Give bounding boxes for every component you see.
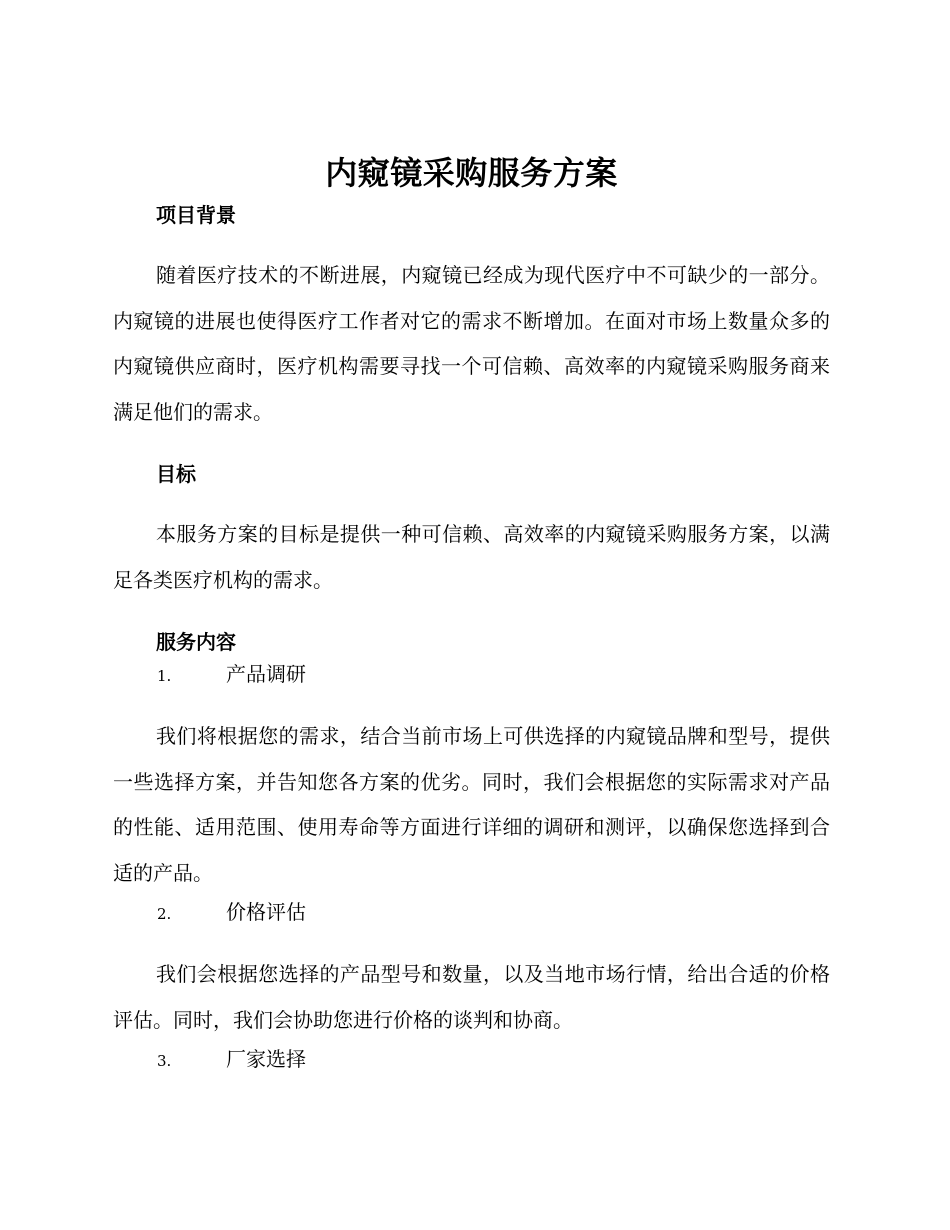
price-evaluation-paragraph: 我们会根据您选择的产品型号和数量，以及当地市场行情，给出合适的价格评估。同时，我们会协助您进行价格的谈判和协商。 xyxy=(113,962,830,1032)
background-paragraph: 随着医疗技术的不断进展，内窥镜已经成为现代医疗中不可缺少的一部分。内窥镜的进展也使得医疗工作者对它的需求不断增加。在面对市场上数量众多的内窥镜供应商时，医疗机构需要寻找一个可信赖、高效率的内窥镜采购服务商来满足他们的需求。 xyxy=(113,263,830,424)
list-item-manufacturer-selection xyxy=(113,1043,830,1077)
list-item-product-research xyxy=(113,658,830,692)
list-item-number: 1. xyxy=(157,667,172,685)
list-item-label: 产品调研 xyxy=(226,662,306,686)
list-item-number: 2. xyxy=(157,905,172,923)
list-item-price-evaluation xyxy=(113,896,830,930)
product-research-paragraph: 我们将根据您的需求，结合当前市场上可供选择的内窥镜品牌和型号，提供一些选择方案，并告知您各方案的优劣。同时，我们会根据您的实际需求对产品的性能、适用范围、使用寿命等方面进行详细的调研和测评，以确保您选择到合适的产品。 xyxy=(113,724,830,885)
list-item-label: 价格评估 xyxy=(226,900,306,924)
document-title: 内窥镜采购服务方案 xyxy=(325,154,618,192)
section-heading-services: 服务内容 xyxy=(156,630,236,654)
list-item-number: 3. xyxy=(157,1052,172,1070)
section-heading-background: 项目背景 xyxy=(156,203,236,227)
section-heading-goal: 目标 xyxy=(156,462,196,486)
list-item-label: 厂家选择 xyxy=(226,1047,306,1071)
goal-paragraph: 本服务方案的目标是提供一种可信赖、高效率的内窥镜采购服务方案，以满足各类医疗机构的需求。 xyxy=(113,522,830,592)
